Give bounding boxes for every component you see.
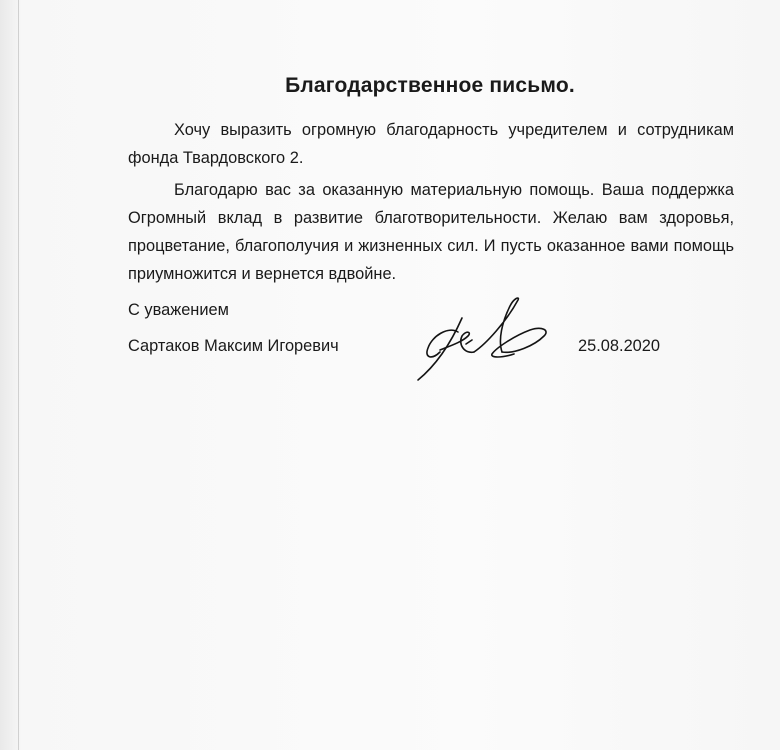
closing-regards: С уважением: [128, 301, 229, 319]
scan-page-edge: [18, 0, 19, 750]
letter-date: 25.08.2020: [578, 337, 661, 355]
signer-name: Сартаков Максим Игоревич: [128, 337, 339, 355]
letter-title: Благодарственное письмо.: [285, 74, 575, 97]
letter-paragraph-2: Благодарю вас за оказанную материальную помощь. Ваша поддержка Огромный вклад в развитие благотворительности. Желаю вам здоровья, процветание, благополучия и жизненных сил. И пусть оказанное вами помощь приумножится и вернется вдвойне.: [128, 181, 734, 283]
letter-paragraph-1: Хочу выразить огромную благодарность учредителем и сотрудникам фонда Твардовского 2.: [128, 121, 734, 167]
handwritten-signature: [410, 288, 560, 388]
